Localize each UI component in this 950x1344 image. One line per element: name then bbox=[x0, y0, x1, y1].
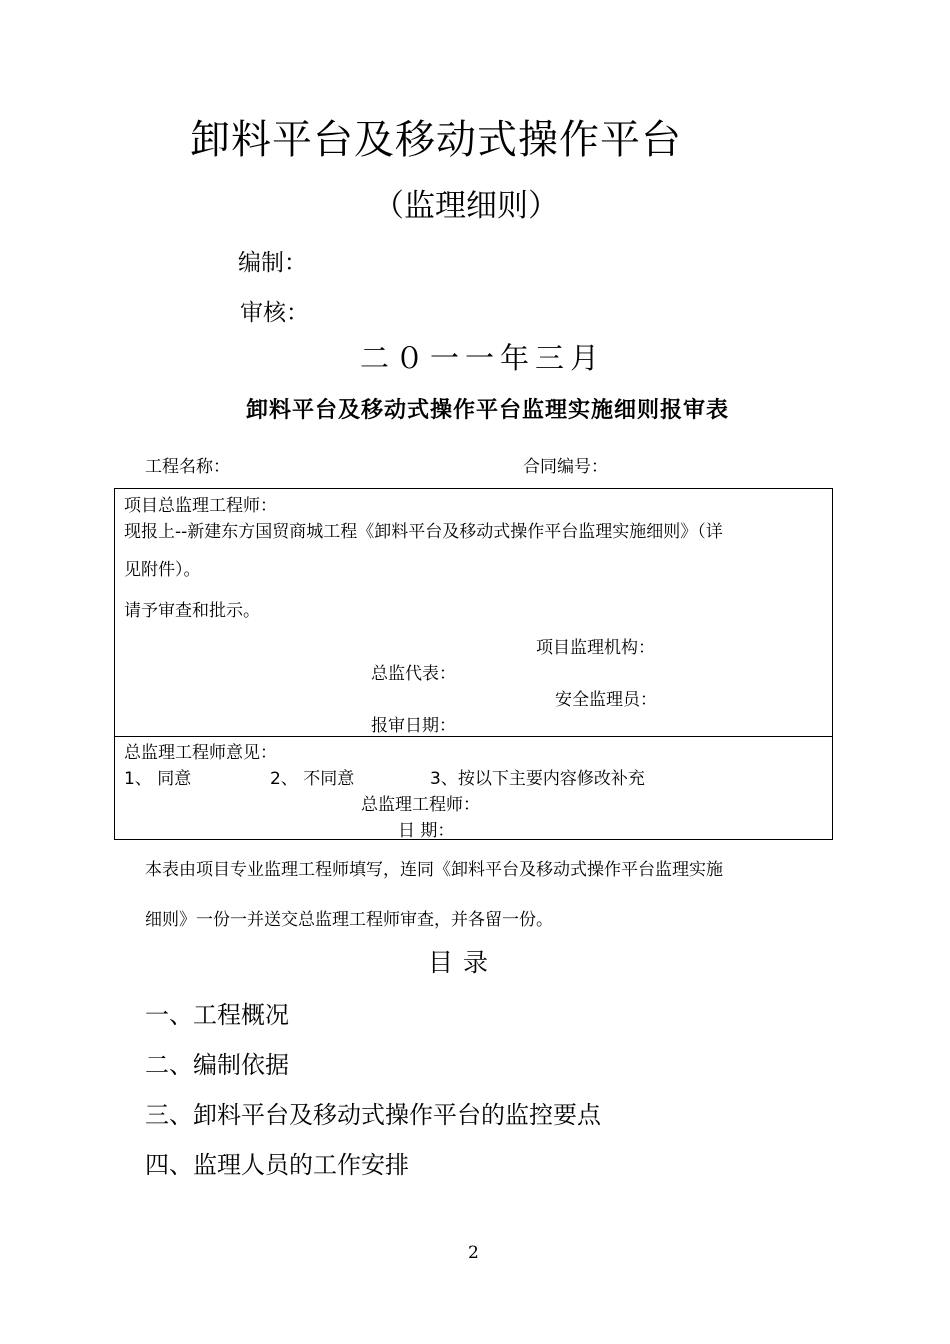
document-title: 卸料平台及移动式操作平台 bbox=[190, 117, 682, 163]
document-subtitle: （监理细则） bbox=[373, 188, 559, 224]
contract-no-label: 合同编号： bbox=[523, 457, 608, 477]
submission-body-line3: 请予审查和批示。 bbox=[124, 601, 260, 621]
form-title: 卸料平台及移动式操作平台监理实施细则报审表 bbox=[246, 398, 730, 423]
toc-item: 二、编制依据 bbox=[145, 1051, 289, 1079]
chief-engineer-label: 总监理工程师： bbox=[361, 795, 480, 815]
form-note-line1: 本表由项目专业监理工程师填写，连同《卸料平台及移动式操作平台监理实施 bbox=[145, 860, 723, 880]
toc-heading: 目录 bbox=[428, 948, 499, 977]
project-name-label: 工程名称： bbox=[145, 457, 230, 477]
submission-body-line1: 现报上--新建东方国贸商城工程《卸料平台及移动式操作平台监理实施细则》（详 bbox=[124, 522, 723, 542]
opinion-date-label: 日 期： bbox=[398, 821, 455, 841]
chief-opinion-label: 总监理工程师意见： bbox=[124, 743, 277, 763]
addressee-text: 项目总监理工程师： bbox=[124, 496, 277, 516]
cover-date: 二０一一年三月 bbox=[360, 341, 606, 375]
toc-item: 三、卸料平台及移动式操作平台的监控要点 bbox=[145, 1101, 601, 1129]
form-note-line2: 细则》一份一并送交总监理工程师审查，并各留一份。 bbox=[145, 910, 553, 930]
toc-item: 一、工程概况 bbox=[145, 1001, 289, 1029]
form-divider bbox=[115, 736, 832, 737]
submit-date-label: 报审日期： bbox=[371, 716, 456, 736]
option-revise: 3、按以下主要内容修改补充 bbox=[430, 769, 645, 789]
chief-representative-label: 总监代表： bbox=[371, 664, 456, 684]
supervision-org-label: 项目监理机构： bbox=[536, 638, 655, 658]
reviewed-by-label: 审核： bbox=[240, 300, 309, 326]
safety-supervisor-label: 安全监理员： bbox=[555, 690, 657, 710]
option-disagree: 2、 不同意 bbox=[270, 769, 355, 789]
compiled-by-label: 编制： bbox=[238, 250, 307, 276]
submission-form-table bbox=[114, 488, 833, 840]
submission-body-line2: 见附件）。 bbox=[124, 560, 201, 580]
option-agree: 1、 同意 bbox=[124, 769, 192, 789]
toc-item: 四、监理人员的工作安排 bbox=[145, 1151, 409, 1179]
page-number: 2 bbox=[468, 1243, 479, 1263]
